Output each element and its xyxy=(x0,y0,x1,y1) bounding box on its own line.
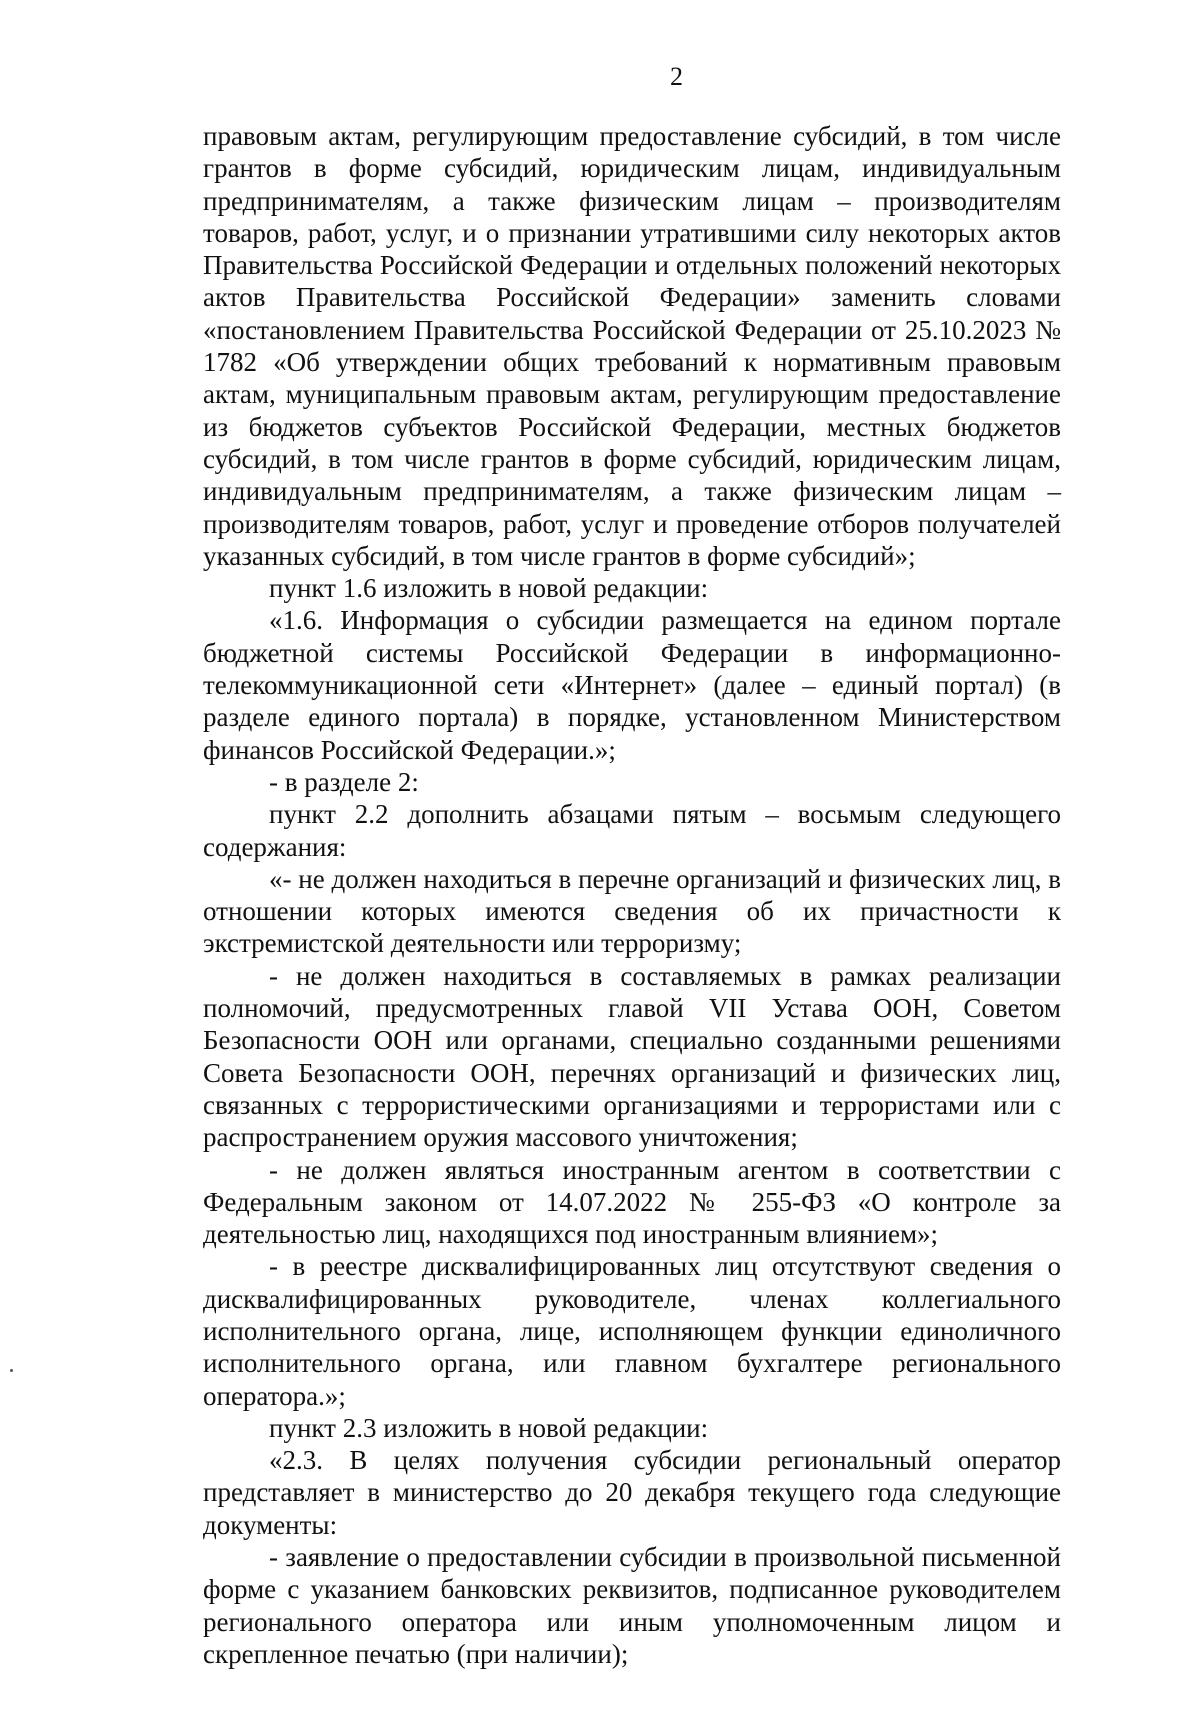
page-number: 2 xyxy=(670,62,683,91)
paragraph-item-1-6-intro: пункт 1.6 изложить в новой редакции: xyxy=(269,573,709,604)
paragraph-section-2-heading: - в разделе 2: xyxy=(269,766,419,797)
paragraph-item-2-3-text: «2.3. В целях получения субсидии региональный оператор представляет в министерство до 20 декабря текущего года следующие документы: xyxy=(203,1445,1061,1540)
scan-speck xyxy=(10,1369,13,1372)
paragraph-item-2-3-application: - заявление о предоставлении субсидии в произвольной письменной форме с указанием банковских реквизитов, подписанное руководителем регионального оператора или иным уполномоченным лицом и скрепленное печатью (при наличии); xyxy=(203,1542,1061,1669)
paragraph-item-2-3-intro: пункт 2.3 изложить в новой редакции: xyxy=(269,1412,709,1443)
paragraph-item-2-2-foreign-agent: - не должен являться иностранным агентом в соответствии с Федеральным законом от 14.07.2022 № 255-ФЗ «О контроле за деятельностью лиц, находящихся под иностранным влиянием»; xyxy=(203,1154,1061,1250)
paragraph-item-2-2-extremism: «- не должен находиться в перечне организаций и физических лиц, в отношении которых имеются сведения об их причастности к экстремистской деятельности или терроризму; xyxy=(203,863,1061,959)
paragraph-continuation: правовым актам, регулирующим предоставление субсидий, в том числе грантов в форме субсидий, юридическим лицам, индивидуальным предпринимателям, а также физическим лицам – производителям товаров, работ, услуг, и о признании утратившими силу некоторых актов Правительства Российской Федерации и отдельных положений некоторых актов Правительства Российской Федерации» заменить словами «постановлением Правительства Российской Федерации от 25.10.2023 № 1782 «Об утверждении общих требований к нормативным правовым актам, муниципальным правовым актам, регулирующим предоставление из бюджетов субъектов Российской Федерации, местных бюджетов субсидий, в том числе грантов в форме субсидий, юридическим лицам, индивидуальным предпринимателям, а также физическим лицам – производителям товаров, работ, услуг и проведение отборов получателей указанных субсидий, в том числе грантов в форме субсидий»; xyxy=(203,121,1061,571)
paragraph-item-2-2-un-lists: - не должен находиться в составляемых в рамках реализации полномочий, предусмотренных главой VII Устава ООН, Советом Безопасности ООН или органами, специально созданными решениями Совета Безопасности ООН, перечнях организаций и физических лиц, связанных с террористическими организациями и террористами или с распространением оружия массового уничтожения; xyxy=(203,960,1061,1153)
document-body xyxy=(203,120,1061,1670)
paragraph-item-1-6-text: «1.6. Информация о субсидии размещается на едином портале бюджетной системы Российской Федерации в информационно-телекоммуникационной сети «Интернет» (далее – единый портал) (в разделе единого портала) в порядке, установленном Министерством финансов Российской Федерации.»; xyxy=(203,605,1061,765)
paragraph-item-2-2-disqualified: - в реестре дисквалифицированных лиц отсутствуют сведения о дисквалифицированных руководителе, членах коллегиального исполнительного органа, лице, исполняющем функции единоличного исполнительного органа, или главном бухгалтере регионального оператора.»; xyxy=(203,1251,1061,1411)
paragraph-item-2-2-intro: пункт 2.2 дополнить абзацами пятым – восьмым следующего содержания: xyxy=(203,799,1061,862)
